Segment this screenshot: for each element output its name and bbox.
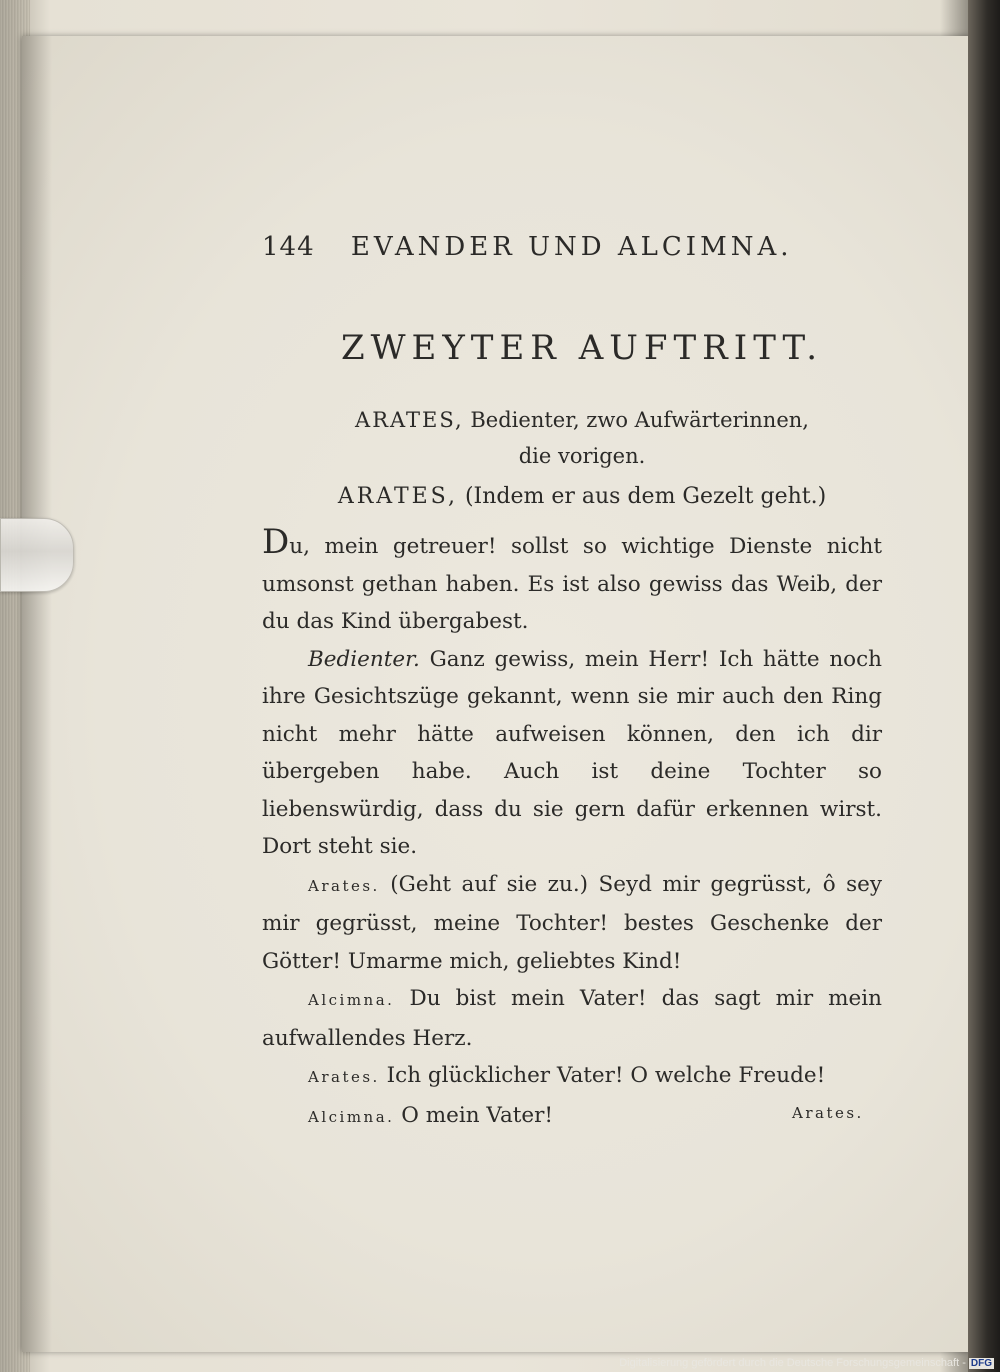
paragraph-3 bbox=[262, 866, 882, 981]
paragraph-4 bbox=[262, 980, 882, 1057]
stage-direction: (Indem er aus dem Gezelt geht.) bbox=[464, 484, 827, 509]
running-header bbox=[262, 232, 822, 262]
paragraph-6-text: O mein Vater! bbox=[401, 1102, 554, 1128]
speaker-name: ARATES, bbox=[337, 484, 458, 509]
book-cover-edge bbox=[968, 0, 1000, 1372]
spine-shadow bbox=[22, 36, 52, 1352]
cast-line-1 bbox=[302, 402, 862, 438]
cast-list bbox=[302, 402, 862, 474]
cast-rest: Bedienter, zwo Aufwärterinnen, bbox=[470, 408, 809, 432]
paragraph-2-text: Ganz gewiss, mein Herr! Ich hätte noch ihre Gesichtszüge gekannt, wenn sie mir auch den Ring nicht mehr hätte aufweisen können, den ich dir übergeben habe. Auch ist deine Tochter so liebenswürdig, dass du sie gern dafür erkennen wirst. Dort steht sie. bbox=[262, 646, 882, 859]
paragraph-1 bbox=[262, 522, 882, 641]
paragraph-5 bbox=[262, 1057, 882, 1097]
paragraph-4-text: Du bist mein Vater! das sagt mir mein aufwallendes Herz. bbox=[262, 986, 882, 1051]
speaker-bedienter: Bedienter. bbox=[308, 646, 420, 672]
speaker-arates: Arates. bbox=[308, 1068, 380, 1086]
cast-lead: ARATES, bbox=[355, 408, 464, 432]
paragraph-2 bbox=[262, 641, 882, 866]
book-page bbox=[22, 36, 970, 1352]
digitization-credit bbox=[619, 1357, 994, 1369]
paragraph-5-text: Ich glücklicher Vater! O welche Freude! bbox=[386, 1063, 826, 1088]
credit-text: Digitalisierung gefördert durch die Deutsche Forschungsgemeinschaft - bbox=[619, 1357, 966, 1369]
dfg-logo: DFG bbox=[970, 1358, 992, 1369]
speaker-alcimna: Alcimna. bbox=[308, 1107, 395, 1126]
running-title: EVANDER UND ALCIMNA. bbox=[350, 232, 793, 262]
drop-cap: D bbox=[262, 522, 290, 562]
speaker-alcimna: Alcimna. bbox=[308, 991, 395, 1009]
paragraph-3-text: (Geht auf sie zu.) Seyd mir gegrüsst, ô sey mir gegrüsst, meine Tochter! bestes Geschenke der Götter! Umarme mich, geliebtes Kind! bbox=[262, 871, 882, 974]
scene-title: ZWEYTER AUFTRITT. bbox=[340, 328, 824, 368]
cast-line-2: die vorigen. bbox=[518, 444, 646, 468]
catchword: Arates. bbox=[792, 1104, 864, 1122]
first-speaker-heading bbox=[302, 484, 862, 509]
speaker-arates: Arates. bbox=[308, 876, 380, 895]
dialogue-body bbox=[262, 522, 882, 1136]
paragraph-6 bbox=[262, 1097, 882, 1137]
page-number: 144 bbox=[262, 232, 315, 262]
page-holder-clip bbox=[0, 518, 74, 592]
paragraph-1-text: u, mein getreuer! sollst so wichtige Dienste nicht umsonst gethan haben. Es ist also gewiss das Weib, der du das Kind übergabest. bbox=[262, 534, 882, 634]
